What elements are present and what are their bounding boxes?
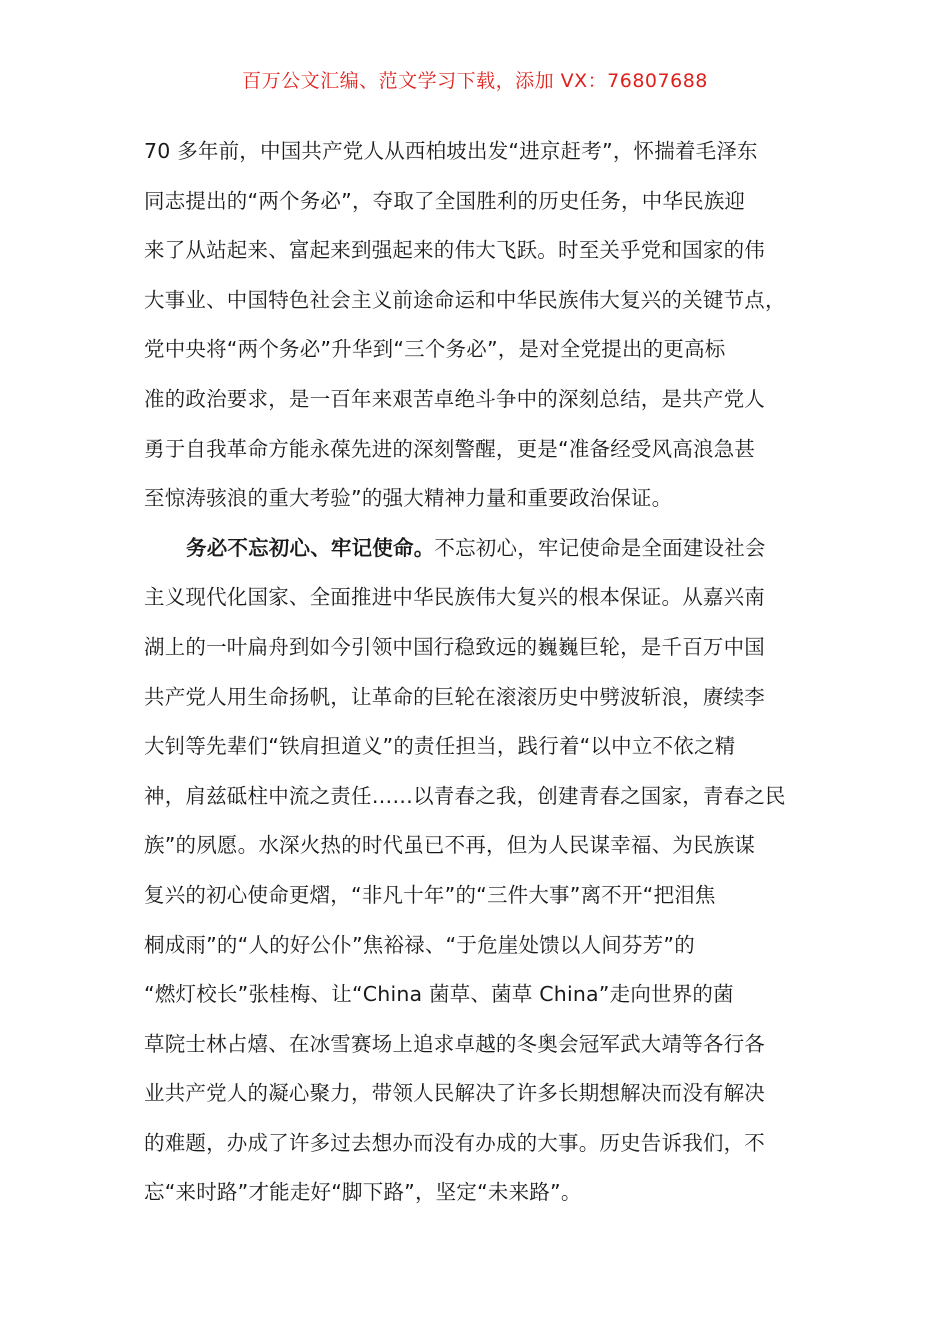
- paragraph-line: 70 多年前，中国共产党人从西柏坡出发“进京赶考”，怀揣着毛泽东: [144, 139, 758, 163]
- paragraph-line: 勇于自我革命方能永葆先进的深刻警醒，更是“准备经受风高浪急甚: [144, 436, 756, 461]
- header-banner: 百万公文汇编、范文学习下载，添加 VX：76807688: [242, 70, 708, 92]
- paragraph-line: 来了从站起来、富起来到强起来的伟大飞跃。时至关乎党和国家的伟: [144, 238, 765, 263]
- paragraph-line: 业共产党人的凝心聚力，带领人民解决了许多长期想解决而没有解决: [144, 1081, 765, 1106]
- paragraph-line: 草院士林占熺、在冰雪赛场上追求卓越的冬奥会冠军武大靖等各行各: [144, 1031, 765, 1056]
- paragraph-line: 准的政治要求，是一百年来艰苦卓绝斗争中的深刻总结，是共产党人: [144, 386, 765, 411]
- paragraph-line: 族”的夙愿。水深火热的时代虽已不再，但为人民谋幸福、为民族谋: [144, 833, 756, 858]
- paragraph-heading: 务必不忘初心、牢记使命。: [186, 535, 435, 560]
- paragraph-line: “燃灯校长”张桂梅、让“China 菌草、菌草 China”走向世界的菌: [144, 982, 734, 1007]
- paragraph-line: 大钊等先辈们“铁肩担道义”的责任担当，践行着“以中立不依之精: [144, 734, 736, 759]
- paragraph-line: 神，肩兹砥柱中流之责任……以青春之我，创建青春之国家，青春之民: [144, 783, 786, 808]
- paragraph-line: 的难题，办成了许多过去想办而没有办成的大事。历史告诉我们，不: [144, 1130, 765, 1155]
- paragraph-line: 同志提出的“两个务必”，夺取了全国胜利的历史任务，中华民族迎: [144, 188, 746, 213]
- paragraph-line: 忘“来时路”才能走好“脚下路”，坚定“未来路”。: [144, 1180, 582, 1205]
- paragraph-line: 主义现代化国家、全面推进中华民族伟大复兴的根本保证。从嘉兴南: [144, 585, 765, 610]
- paragraph-line: 党中央将“两个务必”升华到“三个务必”，是对全党提出的更高标: [144, 337, 726, 362]
- paragraph-line: 大事业、中国特色社会主义前途命运和中华民族伟大复兴的关键节点，: [144, 287, 786, 312]
- paragraph-line: 复兴的初心使命更熠，“非凡十年”的“三件大事”离不开“把泪焦: [144, 882, 716, 907]
- paragraph-line: 湖上的一叶扁舟到如今引领中国行稳致远的巍巍巨轮，是千百万中国: [144, 634, 765, 659]
- paragraph-2: [144, 529, 808, 1223]
- paragraph-1: [144, 132, 808, 529]
- paragraph-line: 桐成雨”的“人的好公仆”焦裕禄、“于危崖处馈以人间芬芳”的: [144, 932, 695, 957]
- paragraph-line: 至惊涛骇浪的重大考验”的强大精神力量和重要政治保证。: [144, 486, 673, 511]
- paragraph-first-line: [144, 529, 808, 579]
- paragraph-first-line-text: 不忘初心，牢记使命是全面建设社会: [434, 535, 766, 560]
- body-text: [144, 132, 808, 1223]
- paragraph-line: 共产党人用生命扬帆，让革命的巨轮在滚滚历史中劈波斩浪，赓续李: [144, 684, 765, 709]
